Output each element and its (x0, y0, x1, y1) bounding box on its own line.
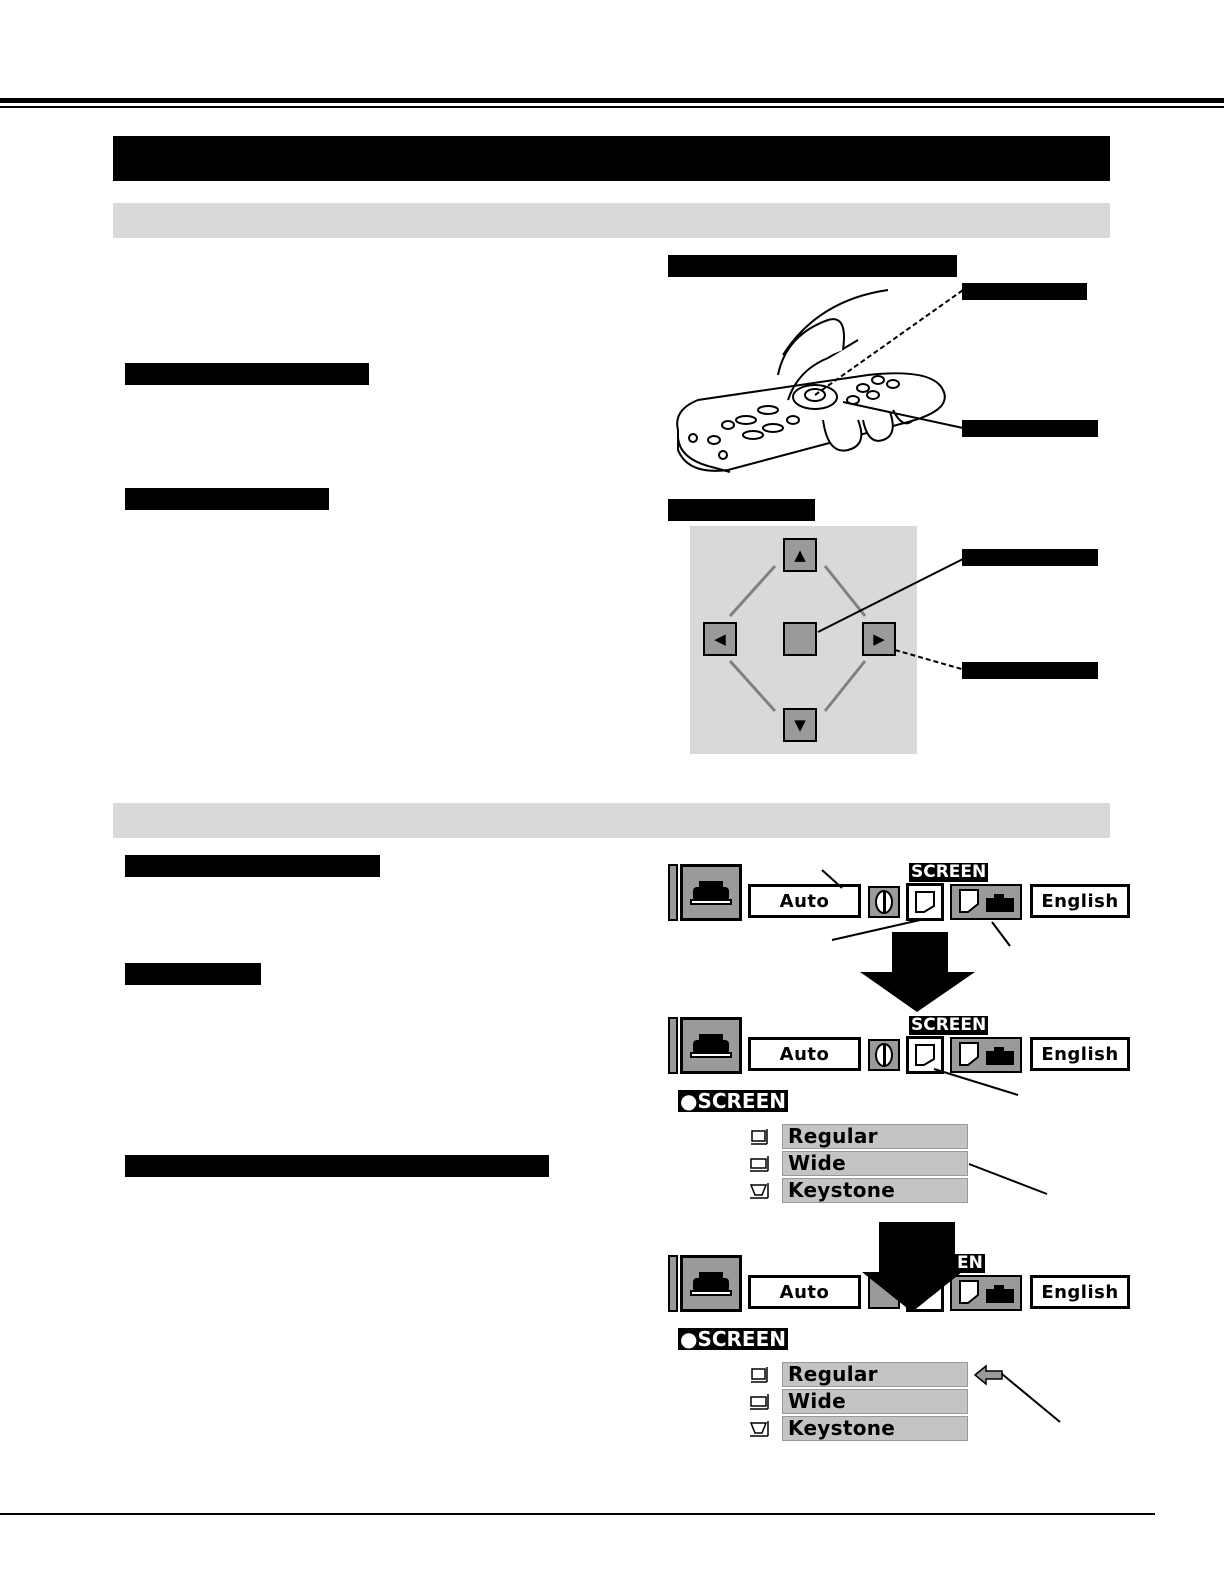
language-english-button[interactable]: English (1030, 1037, 1130, 1071)
top-rule-thin (0, 106, 1224, 108)
callout-label-3 (962, 549, 1098, 566)
top-rule-thick (0, 98, 1224, 103)
screen-menu-heading-1: ●SCREEN (680, 1089, 786, 1113)
callout-label-4 (962, 662, 1098, 679)
projector-icon[interactable] (680, 1255, 742, 1312)
pad-up-button[interactable]: ▲ (783, 538, 817, 572)
bottom-rule (0, 1513, 1155, 1515)
menu-item-keystone[interactable]: Keystone (782, 1416, 968, 1441)
subheading-2 (125, 488, 329, 510)
source-auto-button[interactable]: Auto (748, 884, 861, 918)
figure-caption-pad (668, 499, 815, 521)
keystone-icon (749, 1419, 769, 1439)
down-arrow-icon (862, 1222, 962, 1312)
screen-tag-1: SCREEN (911, 862, 987, 882)
pointer-callout-line (998, 1370, 1068, 1426)
submenu1-callout-line (965, 1160, 1055, 1200)
shade-icon[interactable] (868, 1039, 900, 1071)
menu-bar-edge (668, 1255, 678, 1312)
menu-item-regular[interactable]: Regular (782, 1124, 968, 1149)
subheading-1 (125, 363, 369, 385)
menu2-callout-line (930, 1065, 1030, 1100)
projector-icon[interactable] (680, 864, 742, 921)
keystone-icon (749, 1181, 769, 1201)
menu-item-regular[interactable]: Regular (782, 1362, 968, 1387)
menu-item-keystone[interactable]: Keystone (782, 1178, 968, 1203)
screen-tag-2: SCREEN (911, 1015, 987, 1035)
pad-right-button[interactable]: ▶ (862, 622, 896, 656)
menu-bar-edge (668, 1017, 678, 1074)
screen-tag-3: EN (957, 1253, 983, 1273)
menu-item-wide[interactable]: Wide (782, 1389, 968, 1414)
screen-menu-heading-2: ●SCREEN (680, 1327, 786, 1351)
projector-icon[interactable] (680, 1017, 742, 1074)
pad-left-button[interactable]: ◀ (703, 622, 737, 656)
language-english-button[interactable]: English (1030, 884, 1130, 918)
remote-control-illustration (668, 280, 968, 480)
figure-caption-remote (668, 255, 957, 277)
pad-down-button[interactable]: ▼ (783, 708, 817, 742)
subheading-3 (125, 855, 380, 877)
regular-icon (749, 1365, 769, 1385)
menu-bar-edge (668, 864, 678, 921)
menu-bar-2 (668, 1017, 1132, 1077)
language-english-button[interactable]: English (1030, 1275, 1130, 1309)
wide-icon (749, 1154, 769, 1174)
menu-item-wide[interactable]: Wide (782, 1151, 968, 1176)
regular-icon (749, 1127, 769, 1147)
callout-label-2 (962, 420, 1098, 437)
pad-callout-lines (810, 550, 970, 680)
subheading-4 (125, 963, 261, 985)
wide-icon (749, 1392, 769, 1412)
section-header-1 (113, 203, 1110, 238)
callout-label-1 (962, 283, 1087, 300)
down-arrow-icon (860, 932, 975, 1012)
subheading-5 (125, 1155, 549, 1177)
source-auto-button[interactable]: Auto (748, 1275, 861, 1309)
section-header-2 (113, 803, 1110, 838)
source-auto-button[interactable]: Auto (748, 1037, 861, 1071)
page-title-bar (113, 136, 1110, 181)
